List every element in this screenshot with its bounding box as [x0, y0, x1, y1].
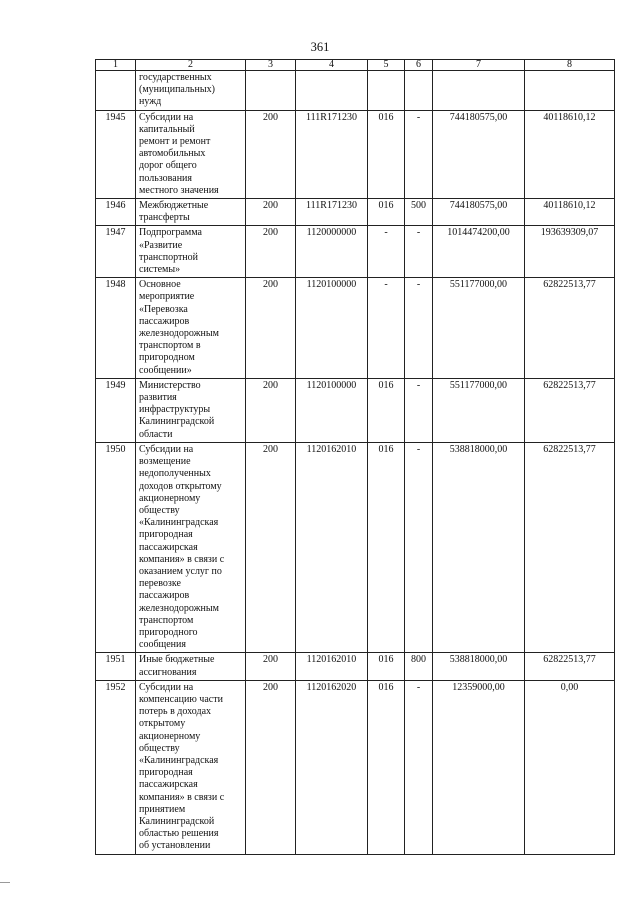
- expense-type-cell: -: [405, 278, 433, 379]
- code-cell: 200: [246, 278, 296, 379]
- table-row: [96, 378, 615, 442]
- executed-amount-cell: 62822513,77: [525, 653, 615, 680]
- executed-amount-cell: 40118610,12: [525, 110, 615, 198]
- planned-amount-cell: 551177000,00: [433, 378, 525, 442]
- table-row: [96, 680, 615, 854]
- target-article-cell: 1120100000: [296, 378, 368, 442]
- code-cell: 200: [246, 378, 296, 442]
- page-number: 361: [310, 40, 330, 54]
- target-article-cell: 1120000000: [296, 226, 368, 278]
- planned-amount-cell: 12359000,00: [433, 680, 525, 854]
- planned-amount-cell: 551177000,00: [433, 278, 525, 379]
- row-name-cell: Субсидии на капитальный ремонт и ремонт автомобильных дорог общего пользования местного значения: [136, 110, 246, 198]
- executed-amount-cell: 62822513,77: [525, 378, 615, 442]
- row-number-cell: [96, 71, 136, 111]
- header-cell: 2: [136, 60, 246, 71]
- executed-amount-cell: 193639309,07: [525, 226, 615, 278]
- header-cell: 5: [368, 60, 405, 71]
- ministry-cell: 016: [368, 680, 405, 854]
- row-number-cell: 1950: [96, 442, 136, 652]
- row-name-cell: Субсидии на компенсацию части потерь в доходах открытому акционерному обществу «Калининградская пригородная пассажирская компания» в связи с принятием Калининградской областью решения об установлении: [136, 680, 246, 854]
- planned-amount-cell: 538818000,00: [433, 442, 525, 652]
- expense-type-cell: -: [405, 378, 433, 442]
- table-row: [96, 226, 615, 278]
- code-cell: 200: [246, 442, 296, 652]
- table-row: [96, 278, 615, 379]
- ministry-cell: -: [368, 226, 405, 278]
- target-article-cell: 1120162020: [296, 680, 368, 854]
- ministry-cell: 016: [368, 653, 405, 680]
- row-name-cell: Межбюджетные трансферты: [136, 199, 246, 226]
- executed-amount-cell: 62822513,77: [525, 278, 615, 379]
- page-edge-mark: [0, 882, 10, 883]
- table-row: [96, 653, 615, 680]
- ministry-cell: 016: [368, 110, 405, 198]
- target-article-cell: 1120162010: [296, 653, 368, 680]
- table-row: [96, 110, 615, 198]
- code-cell: 200: [246, 653, 296, 680]
- budget-table: [95, 59, 615, 855]
- target-article-cell: [296, 71, 368, 111]
- header-cell: 1: [96, 60, 136, 71]
- header-cell: 6: [405, 60, 433, 71]
- target-article-cell: 1120162010: [296, 442, 368, 652]
- expense-type-cell: -: [405, 442, 433, 652]
- executed-amount-cell: 40118610,12: [525, 199, 615, 226]
- table-row: [96, 71, 615, 111]
- target-article-cell: 111R171230: [296, 110, 368, 198]
- ministry-cell: 016: [368, 442, 405, 652]
- ministry-cell: 016: [368, 199, 405, 226]
- planned-amount-cell: 744180575,00: [433, 110, 525, 198]
- expense-type-cell: 500: [405, 199, 433, 226]
- executed-amount-cell: 62822513,77: [525, 442, 615, 652]
- row-number-cell: 1948: [96, 278, 136, 379]
- executed-amount-cell: 0,00: [525, 680, 615, 854]
- target-article-cell: 1120100000: [296, 278, 368, 379]
- row-number-cell: 1952: [96, 680, 136, 854]
- row-name-cell: Иные бюджетные ассигнования: [136, 653, 246, 680]
- row-number-cell: 1945: [96, 110, 136, 198]
- row-number-cell: 1947: [96, 226, 136, 278]
- planned-amount-cell: [433, 71, 525, 111]
- code-cell: 200: [246, 226, 296, 278]
- expense-type-cell: [405, 71, 433, 111]
- expense-type-cell: -: [405, 226, 433, 278]
- table-row: [96, 199, 615, 226]
- header-cell: 7: [433, 60, 525, 71]
- target-article-cell: 111R171230: [296, 199, 368, 226]
- row-name-cell: Основное мероприятие «Перевозка пассажиров железнодорожным транспортом в пригородном сообщении»: [136, 278, 246, 379]
- planned-amount-cell: 538818000,00: [433, 653, 525, 680]
- row-name-cell: Министерство развития инфраструктуры Калининградской области: [136, 378, 246, 442]
- code-cell: 200: [246, 110, 296, 198]
- expense-type-cell: -: [405, 680, 433, 854]
- row-name-cell: Субсидии на возмещение недополученных доходов открытому акционерному обществу «Калининградская пригородная пассажирская компания» в связи с оказанием услуг по перевозке пассажиров железнодорожным транспортом пригородного сообщения: [136, 442, 246, 652]
- header-cell: 4: [296, 60, 368, 71]
- table-row: [96, 442, 615, 652]
- expense-type-cell: -: [405, 110, 433, 198]
- ministry-cell: [368, 71, 405, 111]
- row-name-cell: Подпрограмма «Развитие транспортной системы»: [136, 226, 246, 278]
- row-number-cell: 1946: [96, 199, 136, 226]
- header-cell: 3: [246, 60, 296, 71]
- planned-amount-cell: 1014474200,00: [433, 226, 525, 278]
- planned-amount-cell: 744180575,00: [433, 199, 525, 226]
- table-header-row: [96, 60, 615, 71]
- header-cell: 8: [525, 60, 615, 71]
- code-cell: 200: [246, 199, 296, 226]
- expense-type-cell: 800: [405, 653, 433, 680]
- executed-amount-cell: [525, 71, 615, 111]
- row-name-cell: государственных (муниципальных) нужд: [136, 71, 246, 111]
- code-cell: 200: [246, 680, 296, 854]
- row-number-cell: 1949: [96, 378, 136, 442]
- ministry-cell: 016: [368, 378, 405, 442]
- row-number-cell: 1951: [96, 653, 136, 680]
- ministry-cell: -: [368, 278, 405, 379]
- code-cell: [246, 71, 296, 111]
